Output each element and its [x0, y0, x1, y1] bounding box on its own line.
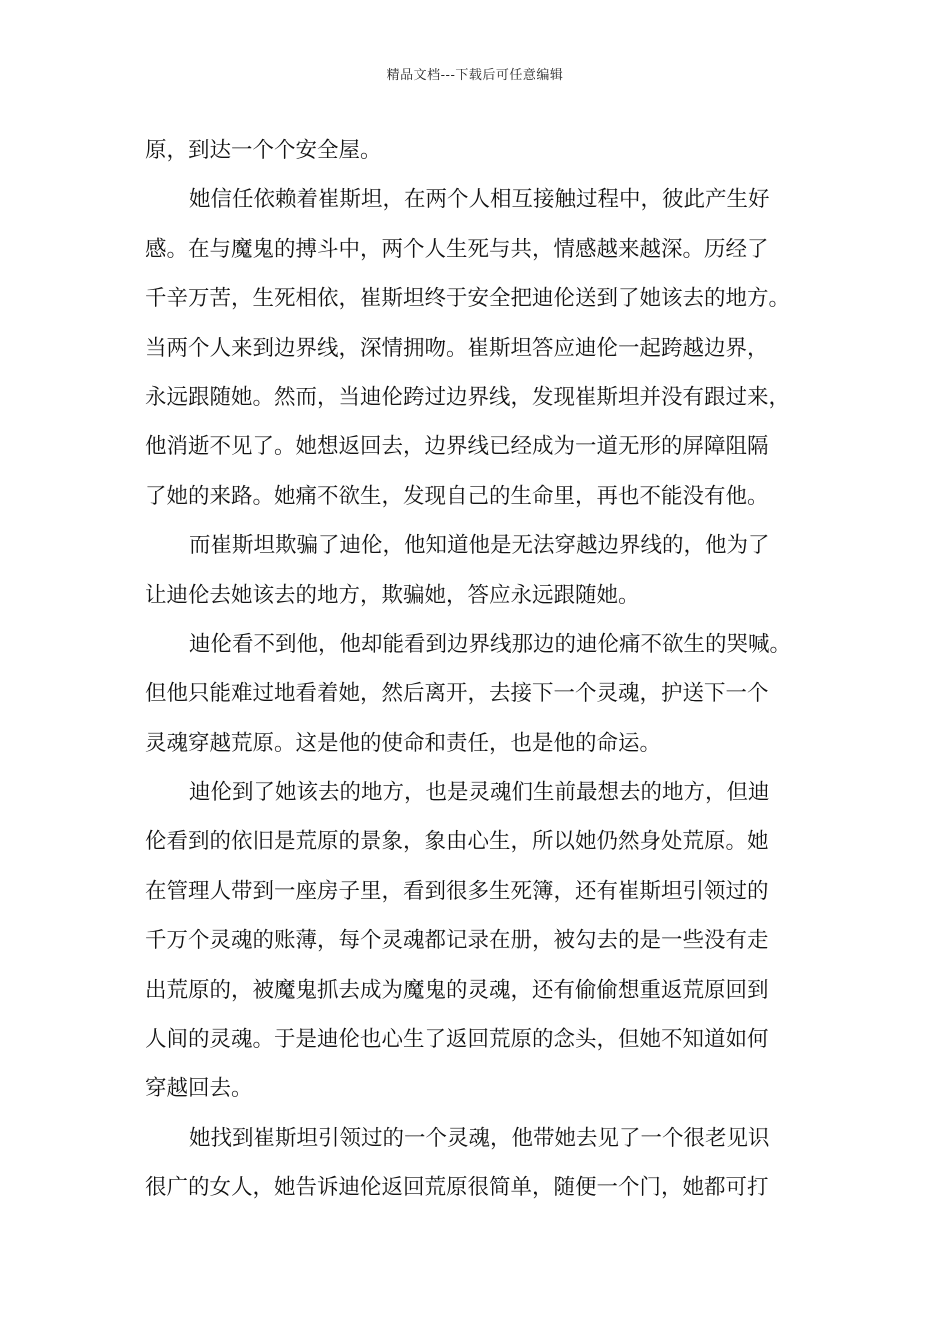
text-line: 感。在与魔鬼的搏斗中，两个人生死与共，情感越来越深。历经了: [145, 236, 769, 262]
text-line: 她信任依赖着崔斯坦，在两个人相互接触过程中，彼此产生好: [189, 187, 770, 213]
text-line: 出荒原的，被魔鬼抓去成为魔鬼的灵魂，还有偷偷想重返荒原回到: [145, 977, 769, 1003]
text-line: 在管理人带到一座房子里，看到很多生死簿，还有崔斯坦引领过的: [145, 878, 769, 904]
text-line: 永远跟随她。然而，当迪伦跨过边界线，发现崔斯坦并没有跟过来，: [145, 384, 791, 410]
text-line: 原，到达一个个安全屋。: [145, 138, 382, 163]
text-line: 伦看到的依旧是荒原的景象，象由心生，所以她仍然身处荒原。她: [145, 829, 769, 855]
text-line: 穿越回去。: [145, 1076, 253, 1102]
page-header: 精品文档---下载后可任意编辑: [386, 68, 564, 83]
text-line: 千辛万苦，生死相依，崔斯坦终于安全把迪伦送到了她该去的地方。: [145, 286, 791, 312]
document-body: [145, 126, 815, 1213]
text-line: 她找到崔斯坦引领过的一个灵魂，他带她去见了一个很老见识: [189, 1125, 770, 1151]
text-line: 千万个灵魂的账薄，每个灵魂都记录在册，被勾去的是一些没有走: [145, 928, 769, 954]
text-line: 但他只能难过地看着她，然后离开，去接下一个灵魂，护送下一个: [145, 681, 769, 707]
text-line: 让迪伦去她该去的地方，欺骗她，答应永远跟随她。: [145, 582, 640, 608]
text-line: 他消逝不见了。她想返回去，边界线已经成为一道无形的屏障阻隔: [145, 434, 769, 460]
text-line: 迪伦看不到他，他却能看到边界线那边的迪伦痛不欲生的哭喊。: [189, 631, 792, 657]
text-line: 了她的来路。她痛不欲生，发现自己的生命里，再也不能没有他。: [145, 483, 769, 509]
text-line: 很广的女人，她告诉迪伦返回荒原很简单，随便一个门，她都可打: [145, 1175, 769, 1201]
text-line: 而崔斯坦欺骗了迪伦，他知道他是无法穿越边界线的，他为了: [189, 533, 770, 559]
text-line: 当两个人来到边界线，深情拥吻。崔斯坦答应迪伦一起跨越边界，: [145, 335, 769, 361]
text-line: 灵魂穿越荒原。这是他的使命和责任，也是他的命运。: [145, 730, 662, 756]
text-line: 迪伦到了她该去的地方，也是灵魂们生前最想去的地方，但迪: [189, 780, 770, 806]
text-line: 人间的灵魂。于是迪伦也心生了返回荒原的念头，但她不知道如何: [145, 1027, 769, 1053]
